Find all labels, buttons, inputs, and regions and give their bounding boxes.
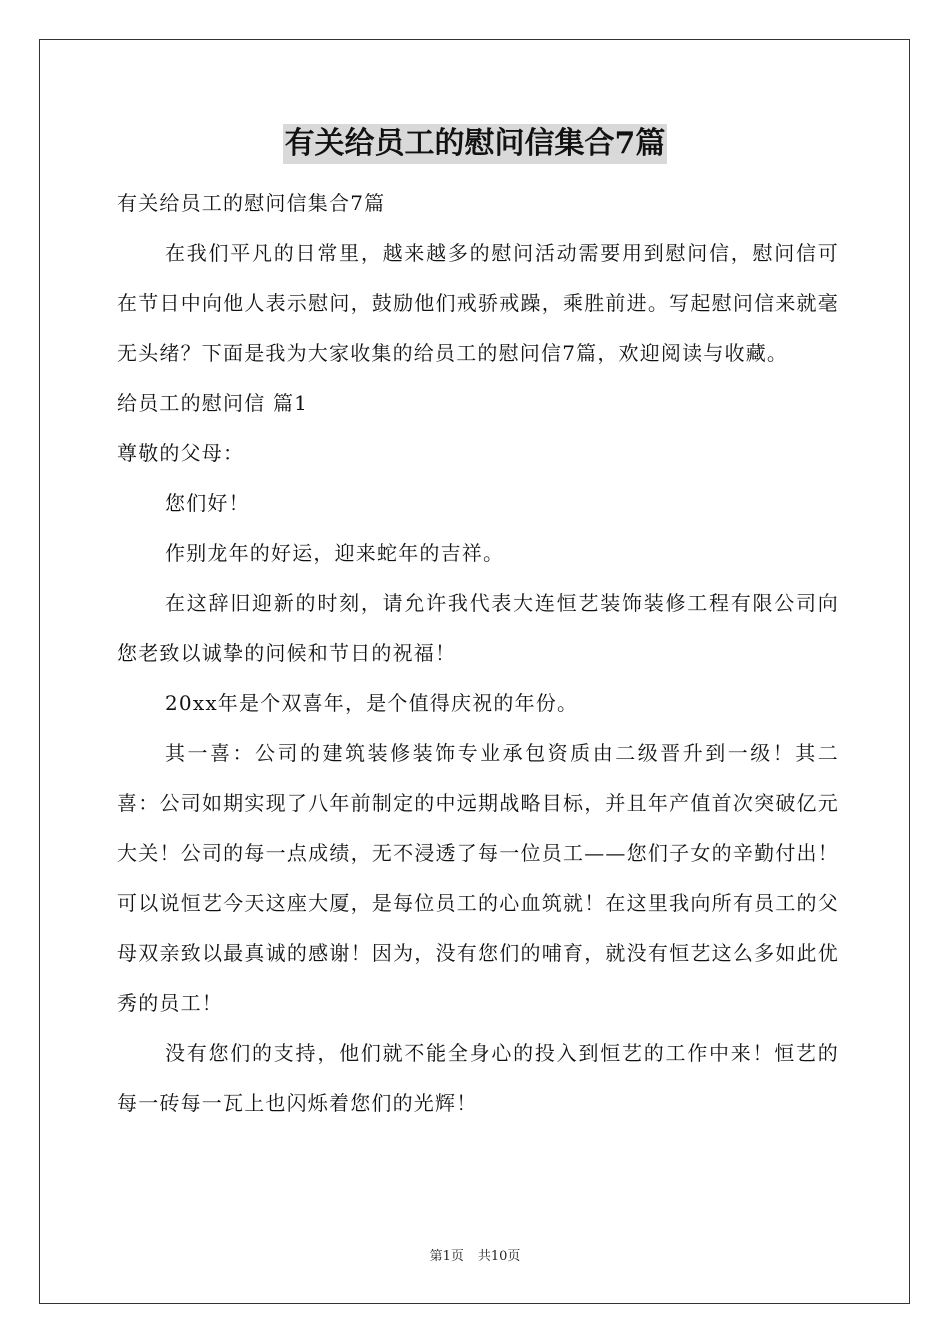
page-number: 第1页 [429, 1249, 464, 1264]
greeting: 您们好！ [165, 491, 250, 515]
page-total: 共10页 [477, 1249, 521, 1264]
body-paragraph: 作别龙年的好运，迎来蛇年的吉祥。 [165, 541, 505, 565]
salutation: 尊敬的父母： [117, 441, 245, 465]
title-container [0, 124, 950, 164]
intro-paragraph: 在我们平凡的日常里，越来越多的慰问活动需要用到慰问信，慰问信可在节日中向他人表示慰问，鼓励他们戒骄戒躁，乘胜前进。写起慰问信来就毫无头绪？下面是我为大家收集的给员工的慰问信7篇，欢迎阅读与收藏。 [117, 241, 839, 365]
body-paragraph: 20xx年是个双喜年，是个值得庆祝的年份。 [165, 691, 579, 715]
body-paragraph: 没有您们的支持，他们就不能全身心的投入到恒艺的工作中来！恒艺的每一砖每一瓦上也闪烁着您们的光辉！ [117, 1041, 839, 1115]
subtitle-line: 有关给员工的慰问信集合7篇 [117, 191, 386, 215]
section-heading: 给员工的慰问信 篇1 [117, 391, 309, 415]
body-paragraph: 在这辞旧迎新的时刻，请允许我代表大连恒艺装饰装修工程有限公司向您老致以诚挚的问候和节日的祝福！ [117, 591, 839, 665]
document-title: 有关给员工的慰问信集合7篇 [283, 124, 668, 164]
page-footer [0, 1248, 950, 1266]
body-paragraph: 其一喜：公司的建筑装修装饰专业承包资质由二级晋升到一级！其二喜：公司如期实现了八年前制定的中远期战略目标，并且年产值首次突破亿元大关！公司的每一点成绩，无不浸透了每一位员工——您们子女的辛勤付出！可以说恒艺今天这座大厦，是每位员工的心血筑就！在这里我向所有员工的父母双亲致以最真诚的感谢！因为，没有您们的哺育，就没有恒艺这么多如此优秀的员工！ [117, 741, 839, 1015]
document-body [117, 178, 839, 1128]
